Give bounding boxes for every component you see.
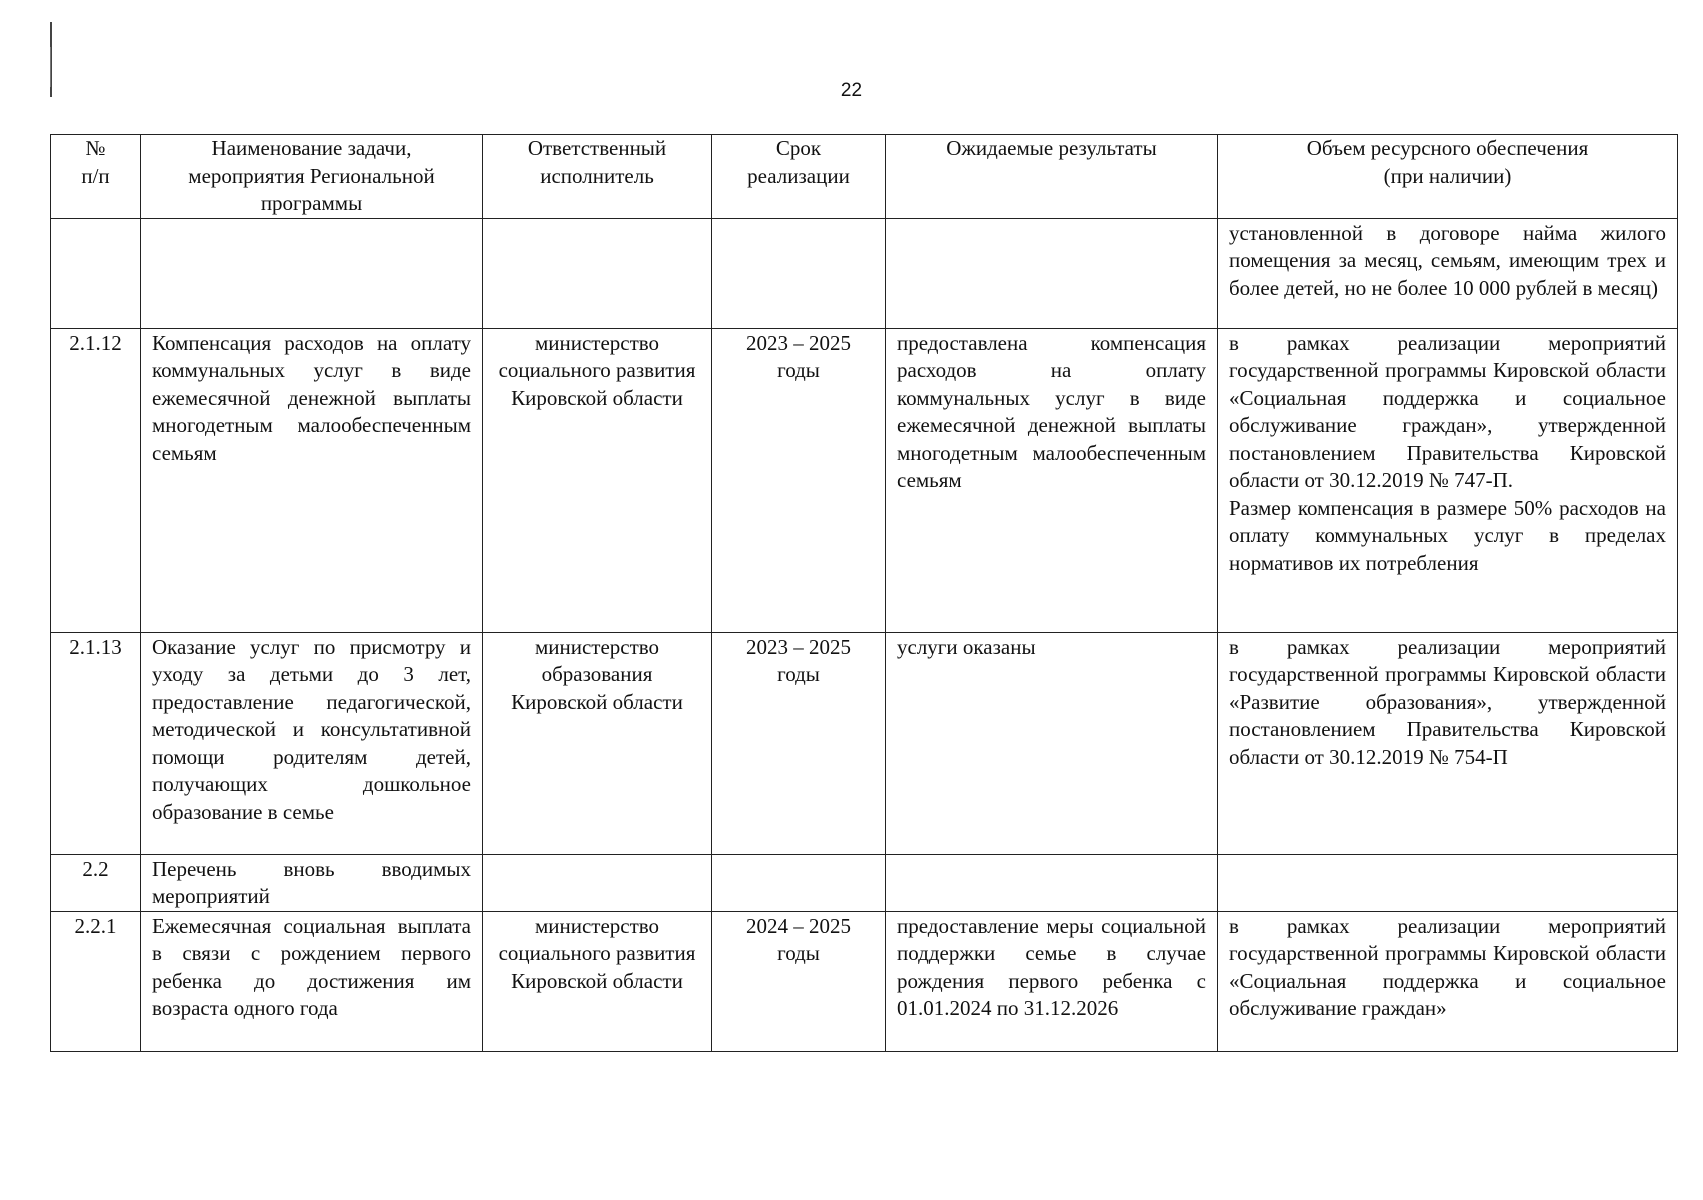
program-table <box>50 134 1678 1052</box>
cell-resources <box>1218 328 1678 632</box>
cell-executor <box>483 854 712 911</box>
table-row <box>51 328 1678 632</box>
header-number: № п/п <box>51 135 141 219</box>
table-row <box>51 854 1678 911</box>
cell-number <box>51 218 141 328</box>
cell-executor: министерство образования Кировской области <box>483 632 712 854</box>
table-row <box>51 632 1678 854</box>
cell-result <box>886 218 1218 328</box>
cell-result <box>886 854 1218 911</box>
header-executor: Ответственный исполнитель <box>483 135 712 219</box>
header-results: Ожидаемые результаты <box>886 135 1218 219</box>
cell-task <box>141 218 483 328</box>
cell-resources: в рамках реализации мероприятий государственной программы Кировской области «Развитие образования», утвержденной постановлением Правительства Кировской области от 30.12.2019 № 754-П <box>1218 632 1678 854</box>
cell-resources: в рамках реализации мероприятий государственной программы Кировской области «Социальная поддержка и социальное обслуживание граждан» <box>1218 911 1678 1051</box>
cell-executor: министерство социального развития Кировской области <box>483 911 712 1051</box>
resources-text: в рамках реализации мероприятий государственной программы Кировской области «Социальная поддержка и социальное обслуживание граждан», утвержденной постановлением Правительства Кировской области от 30.12.2019 № 747-П. <box>1229 330 1666 492</box>
table-row <box>51 218 1678 328</box>
cell-term <box>712 218 886 328</box>
cell-result: предоставление меры социальной поддержки семье в случае рождения первого ребенка с 01.01.2024 по 31.12.2026 <box>886 911 1218 1051</box>
page-number: 22 <box>840 80 863 101</box>
cell-executor: министерство социального развития Кировской области <box>483 328 712 632</box>
cell-term: 2023 – 2025 годы <box>712 328 886 632</box>
cell-resources <box>1218 854 1678 911</box>
cell-number: 2.2 <box>51 854 141 911</box>
cell-resources: установленной в договоре найма жилого помещения за месяц, семьям, имеющим трех и более детей, но не более 10 000 рублей в месяц) <box>1218 218 1678 328</box>
cell-task: Ежемесячная социальная выплата в связи с рождением первого ребенка до достижения им возраста одного года <box>141 911 483 1051</box>
header-term: Срок реализации <box>712 135 886 219</box>
cell-term <box>712 854 886 911</box>
cell-number: 2.2.1 <box>51 911 141 1051</box>
cell-task: Перечень вновь вводимых мероприятий <box>141 854 483 911</box>
header-resources: Объем ресурсного обеспечения (при наличии) <box>1218 135 1678 219</box>
cell-task: Компенсация расходов на оплату коммунальных услуг в виде ежемесячной денежной выплаты многодетным малообеспеченным семьям <box>141 328 483 632</box>
resources-note: Размер компенсация в размере 50% расходов на оплату коммунальных услуг в пределах нормативов их потребления <box>1229 495 1666 575</box>
cell-term: 2023 – 2025 годы <box>712 632 886 854</box>
cell-result: предоставлена компенсация расходов на оплату коммунальных услуг в виде ежемесячной денежной выплаты многодетным малообеспеченным семьям <box>886 328 1218 632</box>
cell-number: 2.1.13 <box>51 632 141 854</box>
table-row <box>51 911 1678 1051</box>
cell-result: услуги оказаны <box>886 632 1218 854</box>
cell-task: Оказание услуг по присмотру и уходу за детьми до 3 лет, предоставление педагогической, методической и консультативной помощи родителям детей, получающих дошкольное образование в семье <box>141 632 483 854</box>
header-task: Наименование задачи, мероприятия Региональной программы <box>141 135 483 219</box>
table-header-row <box>51 135 1678 219</box>
cell-executor <box>483 218 712 328</box>
cell-number: 2.1.12 <box>51 328 141 632</box>
cell-term: 2024 – 2025 годы <box>712 911 886 1051</box>
